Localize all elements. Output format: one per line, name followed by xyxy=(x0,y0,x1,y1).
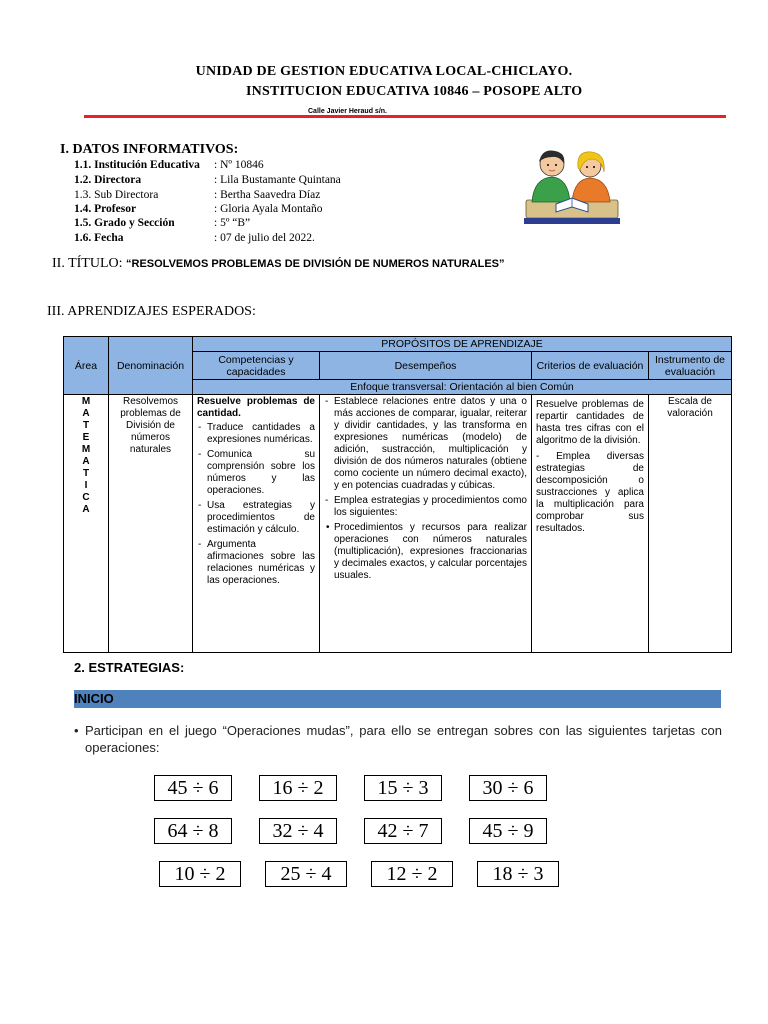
desempenos-list xyxy=(324,396,527,519)
datos-row xyxy=(74,231,315,245)
datos-row xyxy=(74,202,323,216)
datos-value: : Lila Bustamante Quintana xyxy=(214,174,341,186)
datos-label: 1.5. Grado y Sección xyxy=(74,217,175,229)
datos-row xyxy=(74,188,320,202)
titulo-text: “RESOLVEMOS PROBLEMAS DE DIVISIÓN DE NUMEROS NATURALES” xyxy=(126,258,505,270)
inicio-paragraph xyxy=(74,722,722,756)
aprendizajes-table xyxy=(63,336,732,653)
datos-label: 1.4. Profesor xyxy=(74,203,137,215)
area-letter: C xyxy=(82,492,90,503)
desempeno-item: - Establece relaciones entre datos y una o más acciones de comparar, igualar, reiterar y dividir cantidades, y las transforma en expresiones numéricas (modelo) de adición, sustracción, multiplicación y división de dos números naturales (obtiene como cociente un número decimal exacto), y en potencias cuadradas y cúbicas. xyxy=(334,396,527,492)
area-letter: E xyxy=(82,432,90,443)
th-desempenos: Desempeños xyxy=(320,352,532,380)
operation-card: 10 ÷ 2 xyxy=(159,861,241,887)
competencias-cell xyxy=(193,395,320,653)
th-instrumento: Instrumento de evaluación xyxy=(649,352,732,380)
area-cell xyxy=(64,395,109,653)
desempenos-cell xyxy=(320,395,532,653)
area-letter: I xyxy=(84,480,88,491)
bullet-icon: • xyxy=(74,723,79,738)
capacidad-item: - Traduce cantidades a expresiones numéricas. xyxy=(207,422,315,446)
operation-card: 15 ÷ 3 xyxy=(364,775,442,801)
datos-value: : 07 de julio del 2022. xyxy=(214,232,315,244)
capacidad-item: - Comunica su comprensión sobre los números y las operaciones. xyxy=(207,449,315,497)
datos-value: : Bertha Saavedra Díaz xyxy=(214,189,321,201)
desempeno-bullet: • Procedimientos y recursos para realizar operaciones con números naturales (multiplicación), expresiones fraccionarias y decimales exactos, y calcular porcentajes usuales. xyxy=(324,522,527,582)
inicio-text: Participan en el juego “Operaciones mudas”, para ello se entregan sobres con las siguientes tarjetas con operaciones: xyxy=(85,723,722,755)
datos-row xyxy=(74,216,250,230)
th-enfoque: Enfoque transversal: Orientación al bien Común xyxy=(193,380,732,395)
datos-label: 1.2. Directora xyxy=(74,174,142,186)
section-estrategias-title: 2. ESTRATEGIAS: xyxy=(74,660,185,675)
inicio-label: INICIO xyxy=(74,691,114,706)
th-propositos: PROPÓSITOS DE APRENDIZAJE xyxy=(193,337,732,352)
capacidad-item: - Usa estrategias y procedimientos de estimación y cálculo. xyxy=(207,500,315,536)
datos-value: : 5º “B” xyxy=(214,217,251,229)
datos-row xyxy=(74,158,264,172)
header-line-2: INSTITUCION EDUCATIVA 10846 – POSOPE ALTO xyxy=(246,84,583,99)
denominacion-cell: Resolvemos problemas de División de números naturales xyxy=(109,395,193,653)
titulo-prefix: II. TÍTULO: xyxy=(52,256,126,271)
operation-card: 45 ÷ 6 xyxy=(154,775,232,801)
datos-value: : Gloria Ayala Montaño xyxy=(214,203,323,215)
area-letter: A xyxy=(82,456,90,467)
th-area: Área xyxy=(64,337,109,395)
competencia-title: Resuelve problemas de cantidad. xyxy=(197,396,315,419)
header-divider xyxy=(84,115,726,118)
datos-value: : Nº 10846 xyxy=(214,159,264,171)
th-criterios: Criterios de evaluación xyxy=(532,352,649,380)
instrumento-cell: Escala de valoración xyxy=(649,395,732,653)
operation-card: 42 ÷ 7 xyxy=(364,818,442,844)
area-letter: A xyxy=(82,504,90,515)
operation-card: 45 ÷ 9 xyxy=(469,818,547,844)
desempeno-item: - Emplea estrategias y procedimientos como los siguientes: xyxy=(334,495,527,519)
area-letter: A xyxy=(82,408,90,419)
area-letter: M xyxy=(81,444,91,455)
operation-card: 25 ÷ 4 xyxy=(265,861,347,887)
section-aprendizajes-title: III. APRENDIZAJES ESPERADOS: xyxy=(47,304,256,319)
inicio-bar xyxy=(74,690,721,708)
operation-card: 30 ÷ 6 xyxy=(469,775,547,801)
criterios-cell xyxy=(532,395,649,653)
operation-card: 12 ÷ 2 xyxy=(371,861,453,887)
th-denominacion: Denominación xyxy=(109,337,193,395)
area-letter: M xyxy=(81,396,91,407)
children-reading-illustration xyxy=(522,146,622,226)
capacidad-item: - Argumenta afirmaciones sobre las relaciones numéricas y las operaciones. xyxy=(207,539,315,587)
datos-row xyxy=(74,173,341,187)
section-datos-title: I. DATOS INFORMATIVOS: xyxy=(60,142,239,157)
operation-card: 18 ÷ 3 xyxy=(477,861,559,887)
th-competencias: Competencias y capacidades xyxy=(193,352,320,380)
operation-card: 64 ÷ 8 xyxy=(154,818,232,844)
datos-label: 1.1. Institución Educativa xyxy=(74,159,200,171)
datos-label: 1.6. Fecha xyxy=(74,232,124,244)
datos-label: 1.3. Sub Directora xyxy=(74,189,159,201)
criterio-1: Resuelve problemas de repartir cantidades de hasta tres cifras con el algoritmo de la división. xyxy=(536,399,644,446)
header-line-1: UNIDAD DE GESTION EDUCATIVA LOCAL-CHICLAYO. xyxy=(195,64,573,79)
section-titulo xyxy=(52,256,505,272)
operation-card: 32 ÷ 4 xyxy=(259,818,337,844)
header-address: Calle Javier Heraud s/n. xyxy=(308,108,387,115)
capacidades-list xyxy=(197,422,315,587)
criterio-2: - Emplea diversas estrategias de descomposición o sustracciones y aplica la multiplicación para comprobar sus resultados. xyxy=(536,451,644,534)
operation-card: 16 ÷ 2 xyxy=(259,775,337,801)
area-letter: T xyxy=(82,468,90,479)
area-letter: T xyxy=(82,420,90,431)
